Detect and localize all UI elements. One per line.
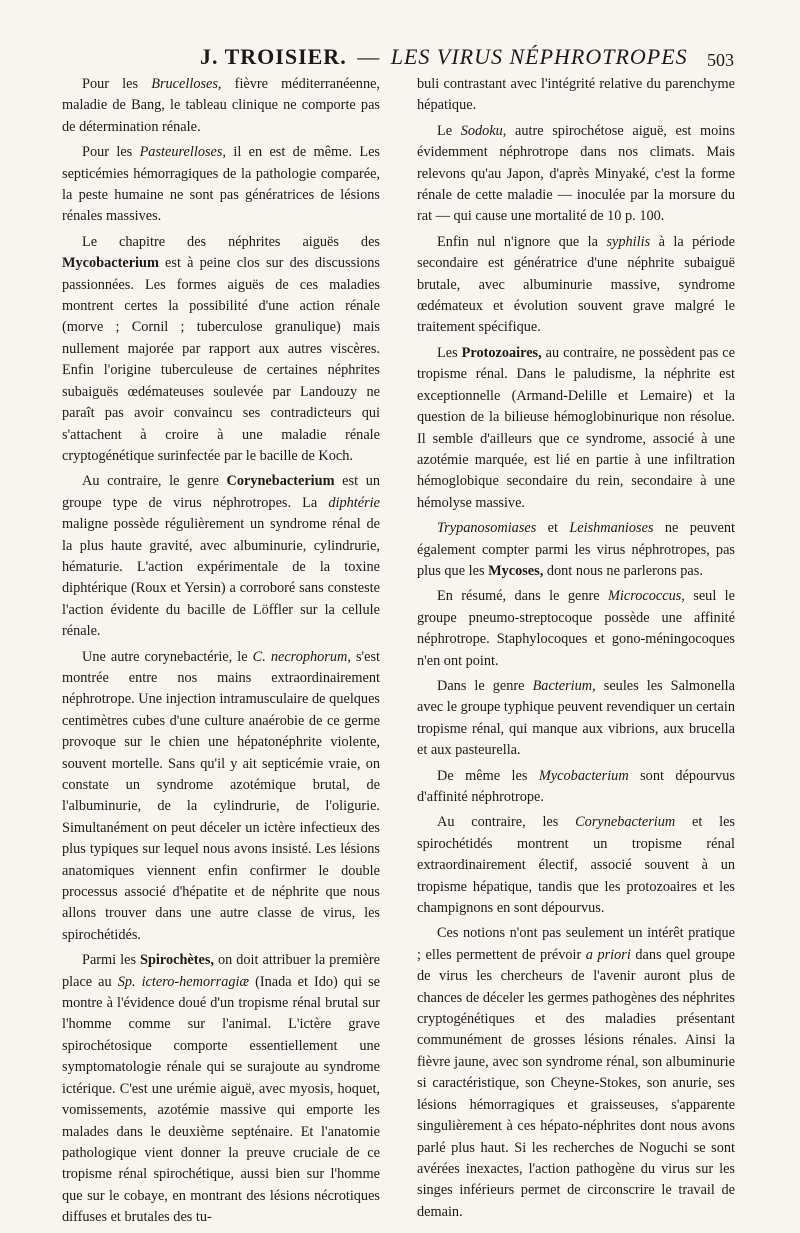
text-run: autre spirochétose aiguë, est moins évidemment néphrotrope dans nos climats. Mais relevons qu'au Japon, d'après Minyaké, c'est la forme rénale de cette maladie — inoculée par la morsure du rat — qui cause une mortalité de 10 p. 100. xyxy=(417,122,735,225)
text-run: Les xyxy=(437,344,462,361)
title-dash: — xyxy=(357,44,381,69)
text-run: sont dépourvus d'affinité néphrotrope. xyxy=(417,767,735,805)
text-run: (Inada et Ido) qui se montre à l'évidence doué d'un tropisme rénal brutal sur l'homme comme sur l'animal. L'ictère grave spirochétosique comporte essentiellement une symptomatologie rénale qui se surajoute au syndrome ictérique. C'est une urémie aiguë, avec myosis, hoquet, vomissements, azotémie massive qui emporte les malades dans le deuxième septénaire. Et l'anatomie pathologique vient donner la preuve cruciale de ce tropisme rénal spirochétique, aussi bien sur l'homme que sur le cobaye, en montrant des lésions nécrotiques diffuses et brutales des tu- xyxy=(62,973,380,1226)
paragraph-corynebacterium xyxy=(62,471,380,642)
text-run: fièvre méditerranéenne, maladie de Bang, le tableau clinique ne comporte pas de détermination rénale. xyxy=(62,76,381,135)
italic-term: Bacterium, xyxy=(532,677,596,694)
text-run: De même les xyxy=(437,767,539,784)
italic-term: Micrococcus, xyxy=(607,588,685,605)
italic-term: Leishmanioses xyxy=(569,520,654,537)
italic-term: Sp. ictero-hemorragiæ xyxy=(117,973,250,990)
text-run: au contraire, ne possèdent pas ce tropisme rénal. Dans le paludisme, la néphrite est exceptionnelle (Armand-Delille et Lemaire) et la question de la bilieuse hémoglobinurique non résolue. Il semble d'ailleurs que ce syndrome, associé à une azotémie marquée, est lié en partie à une infiltration hémoglobique secondaire du rein, secondaire à une hémolyse massive. xyxy=(417,344,736,511)
text-run: Une autre corynebactérie, le xyxy=(82,648,253,665)
text-run: Au contraire, les xyxy=(437,814,576,831)
text-run: dont nous ne parlerons pas. xyxy=(543,562,703,579)
bold-term: Mycobacterium xyxy=(62,255,159,272)
text-run: ne peuvent également compter parmi les virus néphrotropes, pas plus que les xyxy=(417,520,735,579)
text-run: Le chapitre des néphrites aiguës des xyxy=(82,233,380,250)
paragraph-corynebacterium-summary xyxy=(417,812,735,919)
paragraph-spirochetes xyxy=(62,950,380,1228)
italic-term: Mycobacterium xyxy=(538,767,629,784)
right-column xyxy=(417,74,735,1227)
paragraph-sodoku xyxy=(417,121,735,228)
text-run: Le xyxy=(437,122,461,139)
bold-term: Mycoses, xyxy=(488,562,544,579)
text-run: et xyxy=(536,520,570,537)
running-title xyxy=(200,44,688,70)
paragraph-micrococcus xyxy=(417,586,735,672)
author-name: J. TROISIER. xyxy=(200,44,347,69)
paragraph-continuation: buli contrastant avec l'intégrité relative du parenchyme hépatique. xyxy=(417,76,735,114)
italic-term: diphtérie xyxy=(328,494,380,511)
text-run: est à peine clos sur des discussions passionnées. Les formes aiguës de ces maladies montrent certes la possibilité d'une action rénale (morve ; Cornil ; tuberculose granulique) mais nullement majorée par rapport aux autres viscères. Enfin l'origine tuberculeuse de certaines néphrites subaiguës œdémateuses soulevée par Landouzy ne paraît pas avoir convaincu ses contradicteurs qui s'attachent à croire à une maladie rénale cryptogénétique surinfectée par le bacille de Koch. xyxy=(62,255,380,464)
paragraph-protozoaires xyxy=(417,343,735,514)
text-run: Enfin nul n'ignore que la xyxy=(437,233,607,250)
text-run: seul le groupe pneumo-streptocoque possède une affinité néphrotrope. Staphylocoques et gono-méningocoques n'en ont point. xyxy=(417,588,736,669)
text-run: est un groupe type de virus néphrotropes. La xyxy=(62,473,380,511)
text-run: seules les Salmonella avec le groupe typhique peuvent revendiquer un certain tropisme rénal, qui manque aux vibrions, aux brucella et aux pasteurella. xyxy=(417,677,735,759)
italic-term: Pasteurelloses, xyxy=(139,144,227,161)
paragraph-syphilis xyxy=(417,232,735,339)
page-header xyxy=(60,38,740,74)
bold-term: Spirochètes, xyxy=(140,952,214,969)
text-run: Dans le genre xyxy=(437,677,533,694)
paragraph-mycobacterium xyxy=(62,232,380,467)
bold-term: Protozoaires, xyxy=(461,344,542,361)
italic-term: a priori xyxy=(585,946,631,963)
italic-term: Sodoku, xyxy=(460,122,507,139)
italic-term: Trypanosomiases xyxy=(437,520,537,537)
text-run: Pour les xyxy=(82,76,152,92)
text-run: il en est de même. Les septicémies hémorragiques de la pathologie comparée, la peste humaine ne sont pas génératrices de lésions rénales massives. xyxy=(62,144,380,225)
text-run: En résumé, dans le genre xyxy=(437,588,608,605)
paragraph-mycobacterium-summary xyxy=(417,766,735,809)
text-run: Ces notions n'ont pas seulement un intérêt pratique ; elles permettent de prévoir xyxy=(417,925,735,963)
italic-term: syphilis xyxy=(606,233,651,250)
text-run: s'est montrée entre nos mains extraordinairement néphrotrope. Une injection intramusculaire de quelques centimètres cubes d'une culture anaérobie de ce germe provoque sur le chien une hépatonéphrite violente, souvent mortelle. Sans qu'il y ait septicémie vraie, on constate un syndrome azotémique brutal, de l'albuminurie, de la cylindrurie, de l'oligurie. Simultanément on peut déceler un ictère infectieux des plus typiques sur lequel nous avons insisté. Les lésions anatomiques viennent enfin confirmer le double processus associé d'hépatite et de néphrite que nous allons trouver dans une autre classe de virus, les spirochétidés. xyxy=(62,648,380,943)
bold-term: Corynebacterium xyxy=(226,473,335,490)
left-column xyxy=(62,74,380,1233)
text-run: et les spirochétidés montrent un tropisme rénal extraordinairement électif, associé souvent à un tropisme hépatique, tandis que les protozoaires et les champignons en sont dépourvus. xyxy=(417,814,736,917)
italic-term: Brucelloses, xyxy=(151,76,222,92)
text-run: Parmi les xyxy=(82,952,140,969)
text-run: maligne possède régulièrement un syndrome rénal de la plus haute gravité, avec albuminurie, cylindrurie, hématurie. L'action expérimentale de la toxine diphtérique (Roux et Yersin) a corroboré sans consteste l'action évidente du bacille de Löffler sur la cellule rénale. xyxy=(62,516,380,640)
text-run: Au contraire, le genre xyxy=(82,473,227,490)
text-run: dans quel groupe de virus les chercheurs de l'avenir auront plus de chances de déceler les germes pathogènes des néphrites cryptogénétiques et des maladies présentant communément de grosses lésions rénales. Ainsi la fièvre jaune, avec son syndrome rénal, son albuminurie si caractéristique, son Cheyne-Stokes, son anurie, ses lésions hémorragiques et graisseuses, s'apparente singulièrement à ces hépato-néphrites dont nous avons parlé plus haut. Si les recherches de Noguchi se sont avérées inexactes, l'action pathogène du virus sur les singes inférieurs permet de circonscrire le travail de demain. xyxy=(417,946,735,1220)
text-run: Pour les xyxy=(82,144,140,161)
paragraph-pasteurelloses xyxy=(62,142,380,228)
article-title: LES VIRUS NÉPHROTROPES xyxy=(390,44,688,69)
paragraph-necrophorum xyxy=(62,647,380,947)
text-run: on doit attribuer la première place au xyxy=(62,952,380,990)
italic-term: Corynebacterium xyxy=(575,814,676,831)
paragraph-bacterium xyxy=(417,676,735,762)
text-run: à la période secondaire est génératrice d'une néphrite subaiguë brutale, avec albuminurie massive, syndrome œdémateux et évolution souvent grave malgré le traitement spécifique. xyxy=(417,233,735,336)
paragraph-brucelloses xyxy=(62,74,380,138)
paragraph-trypanosomiases xyxy=(417,518,735,582)
page-number: 503 xyxy=(707,50,734,70)
italic-term: C. necrophorum, xyxy=(252,648,351,665)
paragraph-conclusion xyxy=(417,923,735,1223)
